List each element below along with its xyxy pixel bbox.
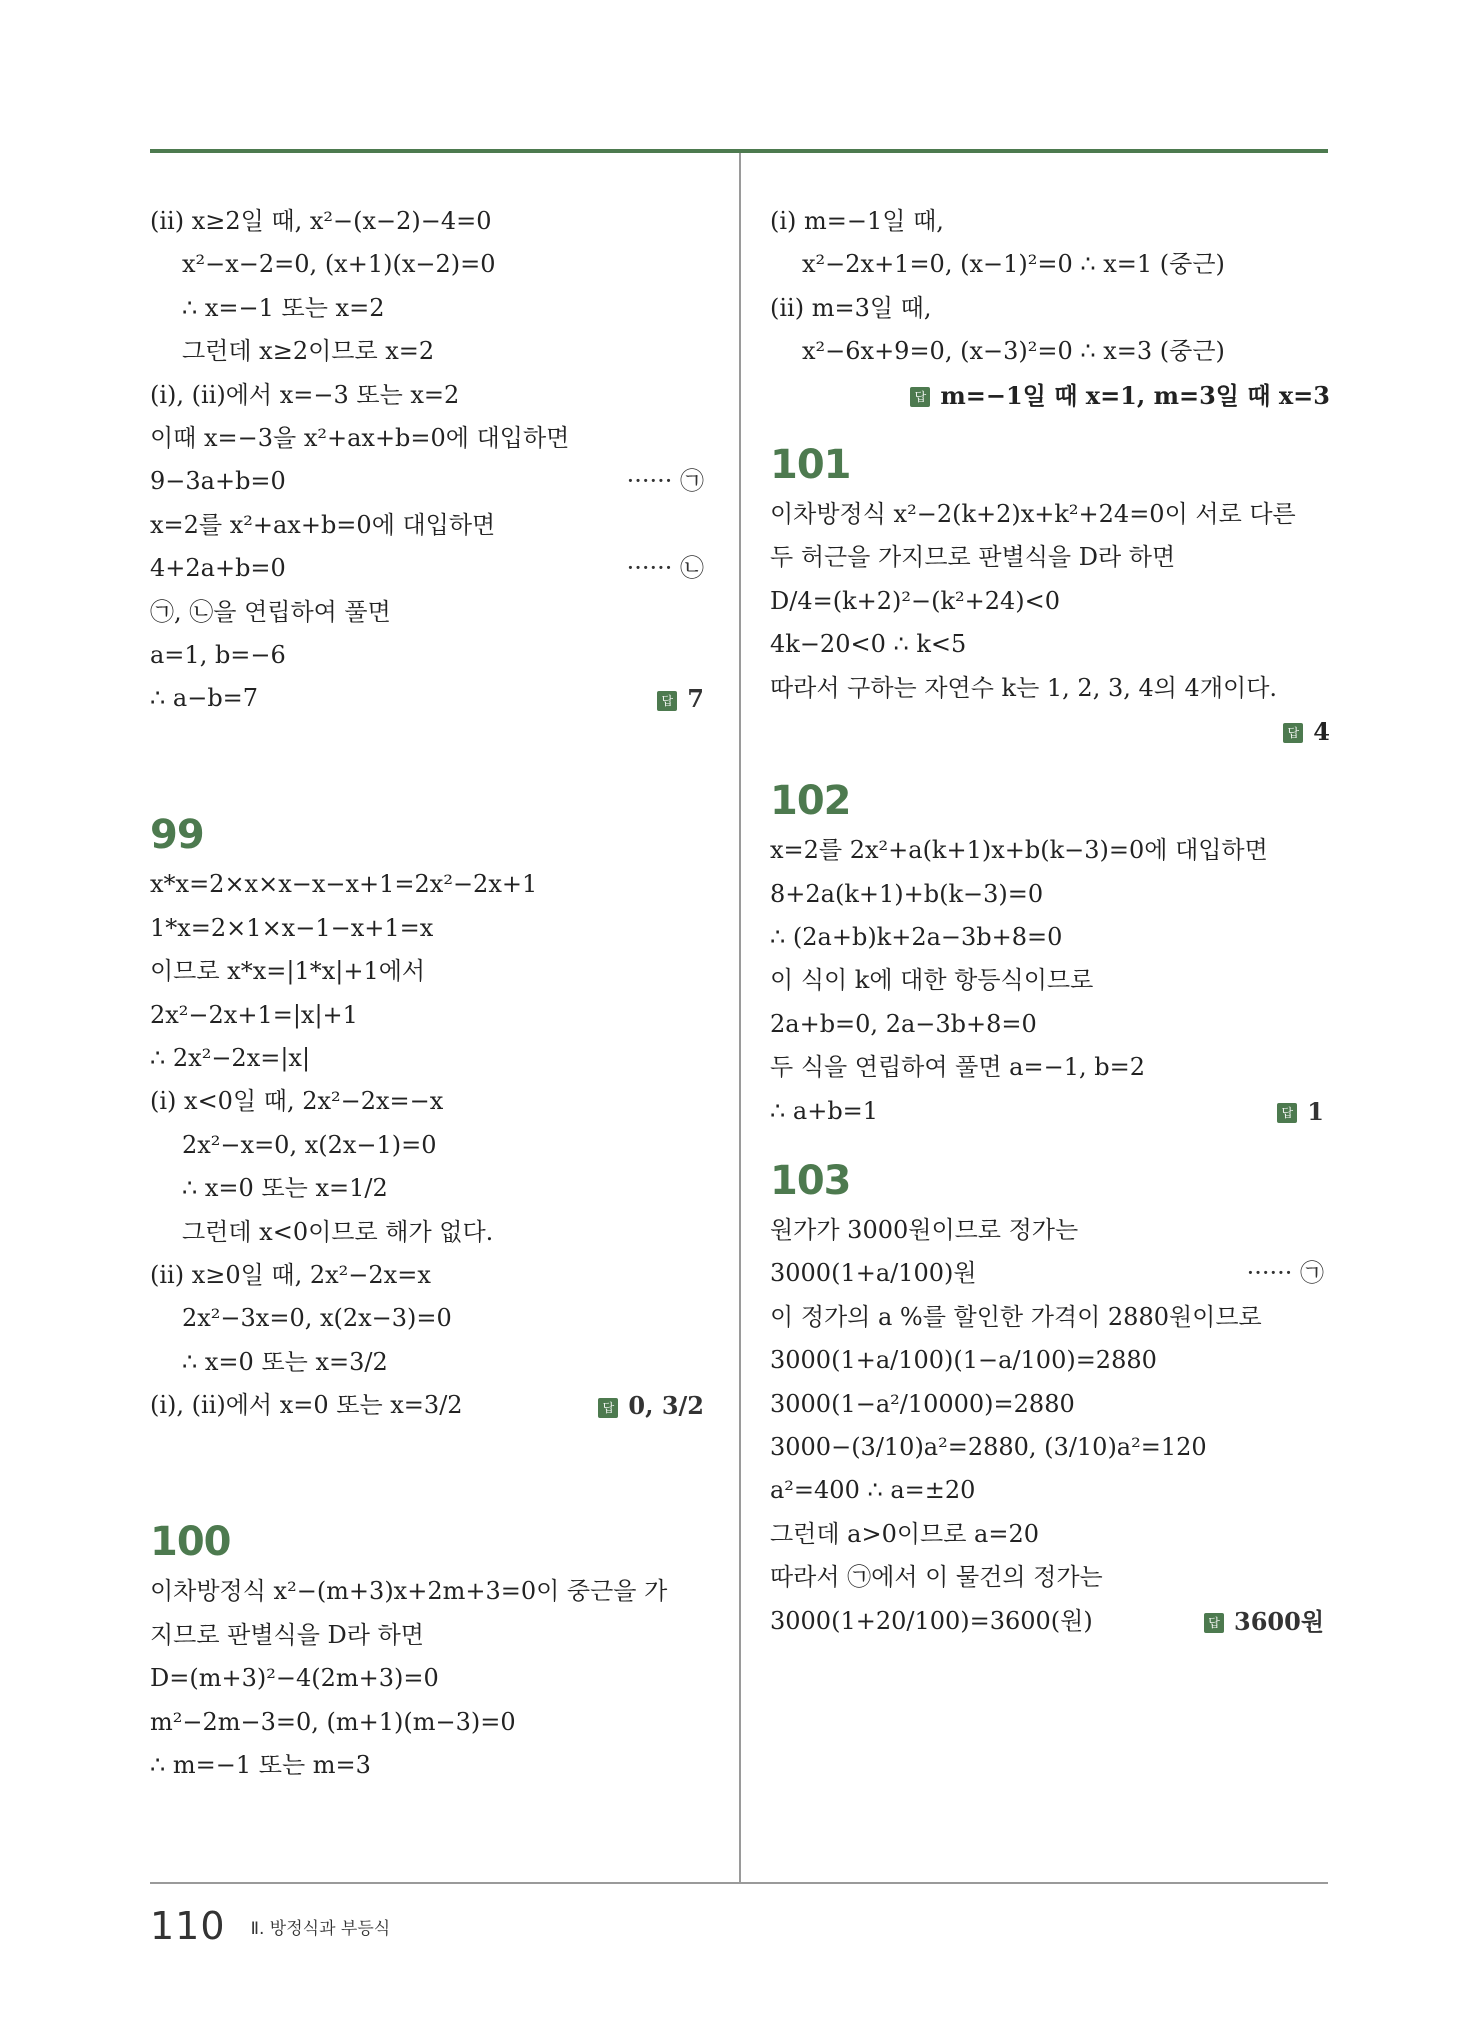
text-line: 8+2a(k+1)+b(k−3)=0	[770, 879, 1044, 908]
text-line: x=2를 x²+ax+b=0에 대입하면	[150, 510, 496, 539]
left-column	[150, 200, 710, 1787]
text-line	[150, 460, 710, 503]
text-line: ∴ x=0 또는 x=3/2	[182, 1347, 388, 1376]
problem-number-102: 102	[770, 778, 851, 825]
answer	[1204, 1600, 1324, 1644]
text-line: 이 식이 k에 대한 항등식이므로	[770, 966, 1094, 995]
spacer	[770, 753, 1330, 773]
text-line: 원가가 3000원이므로 정가는	[770, 1216, 1079, 1245]
answer-value: 0, 3/2	[628, 1391, 704, 1421]
equation-text: 9−3a+b=0	[150, 467, 286, 496]
text-line: 따라서 ㉠에서 이 물건의 정가는	[770, 1563, 1103, 1592]
spacer	[770, 1133, 1330, 1153]
text-line: 2x²−2x+1=|x|+1	[150, 1000, 358, 1029]
text-line: 따라서 구하는 자연수 k는 1, 2, 3, 4의 4개이다.	[770, 673, 1278, 702]
text-line: 그런데 x<0이므로 해가 없다.	[182, 1217, 494, 1246]
text-line: (ii) m=3일 때,	[770, 293, 932, 322]
text-line: ∴ 2x²−2x=|x|	[150, 1044, 311, 1073]
equation-text: (i), (ii)에서 x=0 또는 x=3/2	[150, 1391, 463, 1420]
text-line: 4k−20<0 ∴ k<5	[770, 630, 967, 659]
text-line: 2x²−x=0, x(2x−1)=0	[182, 1130, 437, 1159]
text-line: 2a+b=0, 2a−3b+8=0	[770, 1009, 1037, 1038]
text-line	[770, 1090, 1330, 1133]
text-line: 이때 x=−3을 x²+ax+b=0에 대입하면	[150, 423, 570, 452]
text-line: (ii) x≥0일 때, 2x²−2x=x	[150, 1260, 431, 1289]
answer-value: 1	[1307, 1096, 1324, 1126]
text-line: (ii) x≥2일 때, x²−(x−2)−4=0	[150, 207, 492, 235]
text-line: D/4=(k+2)²−(k²+24)<0	[770, 586, 1061, 615]
equation-text: 3000(1+20/100)=3600(원)	[770, 1606, 1093, 1635]
spacer	[150, 721, 710, 764]
text-line: ∴ x=−1 또는 x=2	[182, 293, 385, 322]
equation-text: ∴ a−b=7	[150, 684, 259, 713]
equation-tag: ······ ㉠	[626, 467, 704, 496]
text-line: D=(m+3)²−4(2m+3)=0	[150, 1664, 439, 1693]
text-line: 이차방정식 x²−(m+3)x+2m+3=0이 중근을 가	[150, 1577, 668, 1606]
text-line: 그런데 a>0이므로 a=20	[770, 1519, 1040, 1548]
text-line: 이 정가의 a %를 할인한 가격이 2880원이므로	[770, 1302, 1262, 1331]
answer-icon: 답	[1204, 1613, 1224, 1633]
text-line: 지므로 판별식을 D라 하면	[150, 1620, 424, 1649]
equation-tag: ······ ㉡	[626, 554, 704, 583]
text-line: 두 식을 연립하여 풀면 a=−1, b=2	[770, 1053, 1145, 1082]
text-line: ∴ m=−1 또는 m=3	[150, 1750, 371, 1779]
answer	[598, 1384, 704, 1428]
text-line: 3000(1−a²/10000)=2880	[770, 1389, 1075, 1418]
problem-number-103: 103	[770, 1158, 851, 1205]
problem-number-99: 99	[150, 812, 204, 859]
text-line: 3000−(3/10)a²=2880, (3/10)a²=120	[770, 1432, 1207, 1461]
text-line: 이므로 x*x=|1*x|+1에서	[150, 957, 426, 986]
text-line	[150, 1384, 710, 1427]
answer	[657, 677, 704, 721]
answer-value: 4	[1313, 716, 1330, 746]
spacer	[770, 417, 1330, 437]
text-line: (i), (ii)에서 x=−3 또는 x=2	[150, 380, 460, 409]
chapter-title: Ⅱ. 방정식과 부등식	[250, 1918, 391, 1939]
text-line: 2x²−3x=0, x(2x−3)=0	[182, 1304, 452, 1333]
text-line: x²−x−2=0, (x+1)(x−2)=0	[182, 250, 496, 279]
column-divider	[739, 153, 741, 1883]
right-column	[770, 200, 1330, 1643]
answer	[1277, 1090, 1324, 1134]
text-line: (i) m=−1일 때,	[770, 207, 944, 235]
text-line	[150, 547, 710, 590]
answer-icon: 답	[1283, 723, 1303, 743]
text-line: 1*x=2×1×x−1−x+1=x	[150, 913, 434, 942]
equation-text: 4+2a+b=0	[150, 554, 286, 583]
answer-icon: 답	[1277, 1103, 1297, 1123]
spacer	[150, 1471, 710, 1514]
page-footer	[150, 1904, 390, 1948]
spacer	[150, 764, 710, 807]
text-line	[770, 1252, 1330, 1295]
equation-text: ∴ a+b=1	[770, 1096, 879, 1125]
text-line	[770, 1600, 1330, 1643]
text-line: 그런데 x≥2이므로 x=2	[182, 337, 435, 366]
text-line: a²=400 ∴ a=±20	[770, 1476, 976, 1505]
answer-value: 3600원	[1234, 1606, 1324, 1636]
text-line	[150, 677, 710, 720]
answer-icon: 답	[657, 691, 677, 711]
text-line: x*x=2×x×x−x−x+1=2x²−2x+1	[150, 870, 538, 899]
problem-number-101: 101	[770, 441, 851, 488]
text-line: x=2를 2x²+a(k+1)x+b(k−3)=0에 대입하면	[770, 836, 1268, 865]
problem-number-100: 100	[150, 1519, 231, 1566]
text-line: a=1, b=−6	[150, 640, 286, 669]
text-line: (i) x<0일 때, 2x²−2x=−x	[150, 1087, 444, 1116]
text-line: x²−6x+9=0, (x−3)²=0 ∴ x=3 (중근)	[802, 337, 1225, 366]
answer-icon: 답	[598, 1398, 618, 1418]
answer-value: 7	[687, 684, 704, 714]
equation-text: 3000(1+a/100)원	[770, 1259, 977, 1288]
page-number: 110	[150, 1904, 226, 1948]
answer	[770, 374, 1330, 417]
answer	[770, 710, 1330, 753]
text-line: 이차방정식 x²−2(k+2)x+k²+24=0이 서로 다른	[770, 499, 1296, 528]
text-line: 두 허근을 가지므로 판별식을 D라 하면	[770, 543, 1176, 572]
answer-icon: 답	[910, 387, 930, 407]
answer-value: m=−1일 때 x=1, m=3일 때 x=3	[940, 380, 1330, 410]
text-line: x²−2x+1=0, (x−1)²=0 ∴ x=1 (중근)	[802, 250, 1225, 279]
text-line: ㉠, ㉡을 연립하여 풀면	[150, 597, 391, 626]
equation-tag: ······ ㉠	[1246, 1259, 1324, 1288]
text-line: ∴ x=0 또는 x=1/2	[182, 1174, 388, 1203]
text-line: m²−2m−3=0, (m+1)(m−3)=0	[150, 1707, 516, 1736]
text-line: 3000(1+a/100)(1−a/100)=2880	[770, 1346, 1157, 1375]
spacer	[150, 1428, 710, 1471]
text-line: ∴ (2a+b)k+2a−3b+8=0	[770, 923, 1063, 952]
bottom-rule	[150, 1882, 1328, 1884]
